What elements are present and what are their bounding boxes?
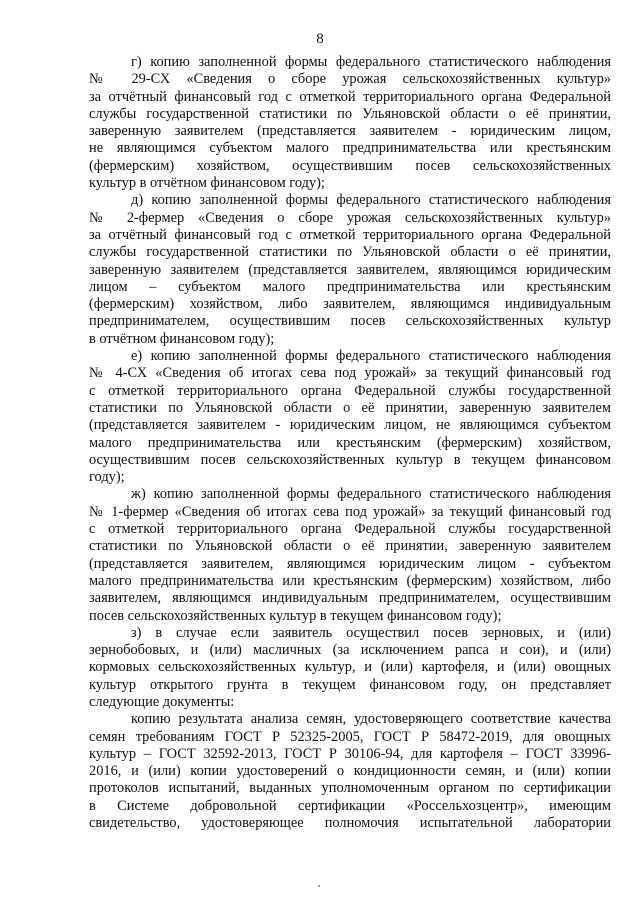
page-number: 8 [316,31,324,47]
paragraph-g [89,54,611,192]
text-line: статистики по Ульяновской области о её принятии, заверенную заявителем [89,538,611,555]
text-line: службы государственной статистики по Ульяновской области о её принятии, [89,105,611,122]
text-line: 2016, и (или) копии удостоверений о кондиционности семян, и (или) копии [89,763,611,780]
text-line: посев сельскохозяйственных культур в текущем финансовом году); [89,607,502,624]
text-line: д) копию заполненной формы федерального статистического наблюдения [131,192,611,209]
text-line: культур открытого грунта в текущем финансовом году, он представляет [89,676,611,693]
text-line: малого предпринимательства или крестьянским (фермерским) хозяйством, [89,434,611,451]
text-line: копию результата анализа семян, удостоверяющего соответствие качества [131,711,611,728]
scan-speck [318,885,320,887]
text-line: з) в случае если заявитель осуществил посев зерновых, и (или) [131,624,611,641]
text-line: г) копию заполненной формы федерального статистического наблюдения [131,54,611,70]
text-line: кормовых сельскохозяйственных культур, и (или) картофеля, и (или) овощных [89,659,611,676]
text-line: заявителем, являющимся индивидуальным предпринимателем, осуществившим [89,590,611,607]
text-line: в Системе добровольной сертификации «Россельхозцентр», имеющим [89,797,611,814]
text-line: осуществившим посев сельскохозяйственных культур в текущем финансовом [89,451,611,468]
text-line: службы государственной статистики по Ульяновской области о её принятии, [89,244,611,261]
text-line: (фермерским) хозяйством, осуществившим посев сельскохозяйственных [89,157,611,174]
paragraph-z [89,625,611,711]
text-line: в отчётном финансовом году); [89,330,275,347]
text-line: следующие документы: [89,693,235,710]
text-line: № 2-фермер «Сведения о сборе урожая сельскохозяйственных культур» [89,209,611,226]
text-line: за отчётный финансовый год с отметкой территориального органа Федеральной [89,226,611,243]
text-line: культур – ГОСТ 32592-2013, ГОСТ Р 30106-94, для картофеля – ГОСТ 33996- [89,745,611,762]
text-line: с отметкой территориального органа Федеральной службы государственной [89,521,611,538]
text-line: с отметкой территориального органа Федеральной службы государственной [89,382,611,399]
text-line: культур в отчётном финансовом году); [89,175,325,192]
text-line: малого предпринимательства или крестьянским (фермерским) хозяйством, либо [89,572,611,589]
text-line: (представляется заявителем, являющимся юридическим лицом - субъектом [89,555,611,572]
text-line: году); [89,469,125,486]
text-line: (фермерским) хозяйством, либо заявителем, являющимся индивидуальным [89,296,611,313]
text-line: не являющимся субъектом малого предпринимательства или крестьянским [89,140,611,157]
text-line: семян требованиям ГОСТ Р 52325-2005, ГОСТ Р 58472-2019, для овощных [89,728,611,745]
paragraph-e [89,348,611,486]
text-line: за отчётный финансовый год с отметкой территориального органа Федеральной [89,88,611,105]
text-line: свидетельство, удостоверяющее полномочия испытательной лаборатории [89,815,611,832]
text-line: статистики по Ульяновской области о её принятии, заверенную заявителем [89,399,611,416]
text-line: № 4-СХ «Сведения об итогах сева под урожай» за текущий финансовый год [89,365,611,382]
text-line: № 1-фермер «Сведения об итогах сева под урожай» за текущий финансовый год [89,503,611,520]
text-line: лицом – субъектом малого предпринимательства или крестьянским [89,278,611,295]
text-line: ж) копию заполненной формы федерального статистического наблюдения [131,486,611,503]
text-line: заверенную заявителем (представляется заявителем, являющимся юридическим [89,261,611,278]
text-line: заверенную заявителем (представляется заявителем - юридическим лицом, [89,123,611,140]
text-line: № 29-СХ «Сведения о сборе урожая сельскохозяйственных культур» [89,71,611,88]
paragraph-d [89,192,611,348]
text-line: протоколов испытаний, выданных уполномоченным органом по сертификации [89,780,611,797]
document-body [89,54,611,832]
text-line: е) копию заполненной формы федерального статистического наблюдения [131,348,611,365]
text-line: зернобобовых, и (или) масличных (за исключением рапса и сои), и (или) [89,642,611,659]
paragraph-zh [89,486,611,624]
text-line: предпринимателем, осуществившим посев сельскохозяйственных культур [89,313,611,330]
text-line: (представляется заявителем - юридическим лицом, не являющимся субъектом [89,417,611,434]
paragraph-seed-analysis [89,711,611,832]
